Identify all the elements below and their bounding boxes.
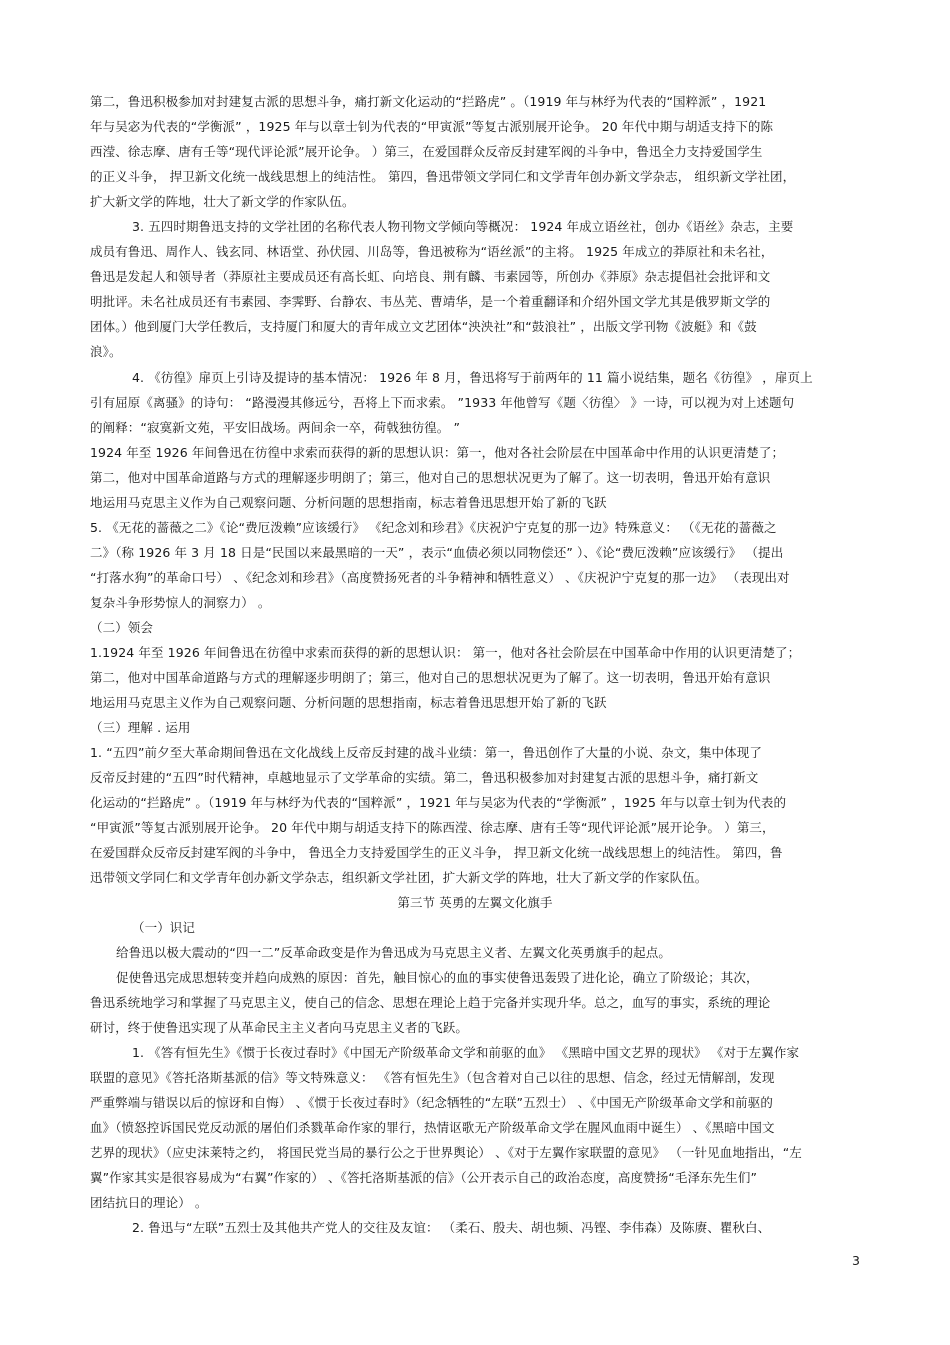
paragraph-line: 团结抗日的理论） 。 [90,1195,208,1210]
paragraph-line: 明批评。未名社成员还有韦素园、李霁野、台静农、韦丛芜、曹靖华，是一个着重翻译和介绍外国文学尤其是俄罗斯文学的 [90,294,771,309]
paragraph-line: 联盟的意见》《答托洛斯基派的信》等文特殊意义： 《答有恒先生》（包含着对自己以往的思想、信念，经过无情解剖，发现 [90,1070,775,1085]
paragraph-line: 迅带领文学同仁和文学青年创办新文学杂志，组织新文学社团，扩大新文学的阵地，壮大了新文学的作家队伍。 [90,870,708,885]
section-heading: （三）理解 . 运用 [90,720,191,735]
paragraph-line: 翼”作家其实是很容易成为“右翼”作家的） 、《答托洛斯基派的信》（公开表示自己的政治态度，高度赞扬“毛泽东先生们” [90,1170,758,1185]
paragraph-line: 1.1924 年至 1926 年间鲁迅在彷徨中求索而获得的新的思想认识： 第一，他对各社会阶层在中国革命中作用的认识更清楚了； [90,645,801,660]
page-number: 3 [852,1253,860,1268]
paragraph-line: 西滢、徐志摩、唐有壬等“现代评论派”展开论争。 ）第三，在爱国群众反帝反封建军阀的斗争中，鲁迅全力支持爱国学生 [90,144,763,159]
paragraph-line: 化运动的“拦路虎” 。（1919 年与林纾为代表的“国粹派” ，1921 年与吴宓为代表的“学衡派” ，1925 年与以章士钊为代表的 [90,795,787,810]
paragraph-line: 在爱国群众反帝反封建军阀的斗争中， 鲁迅全力支持爱国学生的正义斗争， 捍卫新文化统一战线思想上的纯洁性。 第四，鲁 [90,845,783,860]
paragraph-line: “打落水狗”的革命口号） 、《纪念刘和珍君》（高度赞扬死者的斗争精神和牺牲意义） 、《庆祝沪宁克复的那一边》 （表现出对 [90,570,790,585]
paragraph-line: 第二，鲁迅积极参加对封建复古派的思想斗争，痛打新文化运动的“拦路虎” 。（1919 年与林纾为代表的“国粹派” ，1921 [90,94,767,109]
paragraph-line: 的阐释：“寂寞新文苑，平安旧战场。两间余一卒，荷戟独彷徨。 ” [90,420,461,435]
paragraph-line: 鲁迅系统地学习和掌握了马克思主义，使自己的信念、思想在理论上趋于完备并实现升华。总之，血写的事实，系统的理论 [90,995,771,1010]
paragraph-line: 5. 《无花的蔷薇之二》《论“费厄泼赖”应该缓行》 《纪念刘和珍君》《庆祝沪宁克复的那一边》特殊意义： （《无花的蔷薇之 [90,520,777,535]
paragraph-line: 血》（愤怒控诉国民党反动派的屠伯们杀戮革命作家的罪行，热情讴歌无产阶级革命文学在腥风血雨中诞生） 、《黑暗中国文 [90,1120,775,1135]
paragraph-line: 严重弊端与错误以后的惊讶和自悔） 、《惯于长夜过春时》（纪念牺牲的“左联”五烈士） 、《中国无产阶级革命文学和前驱的 [90,1095,773,1110]
paragraph-line: 扩大新文学的阵地，壮大了新文学的作家队伍。 [90,194,355,209]
paragraph-line: 促使鲁迅完成思想转变并趋向成熟的原因：首先，触目惊心的血的事实使鲁迅轰毁了进化论，确立了阶级论；其次， [116,970,759,985]
paragraph-line: 的正义斗争， 捍卫新文化统一战线思想上的纯洁性。 第四，鲁迅带领文学同仁和文学青年创办新文学杂志， 组织新文学社团， [90,169,796,184]
paragraph-line: 2. 鲁迅与“左联”五烈士及其他共产党人的交往及友谊： （柔石、殷夫、胡也频、冯铿、李伟森）及陈赓、瞿秋白、 [132,1220,771,1235]
paragraph-line: 第二，他对中国革命道路与方式的理解逐步明朗了；第三，他对自己的思想状况更为了解了。这一切表明，鲁迅开始有意识 [90,670,771,685]
paragraph-line: 1. 《答有恒先生》《惯于长夜过春时》《中国无产阶级革命文学和前驱的血》 《黑暗中国文艺界的现状》 《对于左翼作家 [132,1045,800,1060]
paragraph-line: 地运用马克思主义作为自己观察问题、分析问题的思想指南，标志着鲁迅思想开始了新的飞跃 [90,495,607,510]
paragraph-line: 研讨，终于使鲁迅实现了从革命民主主义者向马克思主义者的飞跃。 [90,1020,469,1035]
paragraph-line: 给鲁迅以极大震动的“四一二”反革命政变是作为鲁迅成为马克思主义者、左翼文化英勇旗手的起点。 [116,945,671,960]
paragraph-line: 年与吴宓为代表的“学衡派” ，1925 年与以章士钊为代表的“甲寅派”等复古派别展开论争。 20 年代中期与胡适支持下的陈 [90,119,774,134]
paragraph-line: 浪》。 [90,344,122,359]
paragraph-line: 反帝反封建的“五四”时代精神，卓越地显示了文学革命的实绩。第二，鲁迅积极参加对封建复古派的思想斗争，痛打新文 [90,770,759,785]
chapter-section-title: 第三节 英勇的左翼文化旗手 [397,895,553,910]
paragraph-line: 二》（称 1926 年 3 月 18 日是“民国以来最黑暗的一天” ，表示“血债必须以同物偿还” ）、《论“费厄泼赖”应该缓行》 （提出 [90,545,784,560]
paragraph-line: 4. 《彷徨》扉页上引诗及提诗的基本情况： 1926 年 8 月，鲁迅将写于前两年的 11 篇小说结集，题名《彷徨》 ，扉页上 [132,370,813,385]
paragraph-line: 第二，他对中国革命道路与方式的理解逐步明朗了；第三，他对自己的思想状况更为了解了。这一切表明，鲁迅开始有意识 [90,470,771,485]
paragraph-line: 地运用马克思主义作为自己观察问题、分析问题的思想指南，标志着鲁迅思想开始了新的飞跃 [90,695,607,710]
paragraph-line: 成员有鲁迅、周作人、钱玄同、林语堂、孙伏园、川岛等，鲁迅被称为“语丝派”的主将。 1925 年成立的莽原社和未名社， [90,244,774,259]
section-heading: （一）识记 [132,920,196,935]
paragraph-line: 1. “五四”前夕至大革命期间鲁迅在文化战线上反帝反封建的战斗业绩：第一，鲁迅创作了大量的小说、杂文，集中体现了 [90,745,762,760]
paragraph-line: 复杂斗争形势惊人的洞察力） 。 [90,595,271,610]
paragraph-line: 鲁迅是发起人和领导者（莽原社主要成员还有高长虹、向培良、荆有麟、韦素园等，所创办《莽原》杂志提倡社会批评和文 [90,269,771,284]
paragraph-line: 1924 年至 1926 年间鲁迅在彷徨中求索而获得的新的思想认识：第一，他对各社会阶层在中国革命中作用的认识更清楚了； [90,445,785,460]
paragraph-line: “甲寅派”等复古派别展开论争。 20 年代中期与胡适支持下的陈西滢、徐志摩、唐有壬等“现代评论派”展开论争。 ）第三， [90,820,775,835]
paragraph-line: 引有屈原《离骚》的诗句： “路漫漫其修远兮，吾将上下而求索。 ”1933 年他曾写《题〈彷徨〉 》一诗，可以视为对上述题句 [90,395,795,410]
paragraph-line: 团体。）他到厦门大学任教后，支持厦门和厦大的青年成立文艺团体“泱泱社”和“鼓浪社” ，出版文学刊物《波艇》和《鼓 [90,319,757,334]
section-heading: （二）领会 [90,620,154,635]
paragraph-line: 3. 五四时期鲁迅支持的文学社团的名称代表人物刊物文学倾向等概况： 1924 年成立语丝社，创办《语丝》杂志，主要 [132,219,794,234]
paragraph-line: 艺界的现状》（应史沫莱特之约， 将国民党当局的暴行公之于世界舆论） 、《对于左翼作家联盟的意见》 （一针见血地指出，“左 [90,1145,802,1160]
